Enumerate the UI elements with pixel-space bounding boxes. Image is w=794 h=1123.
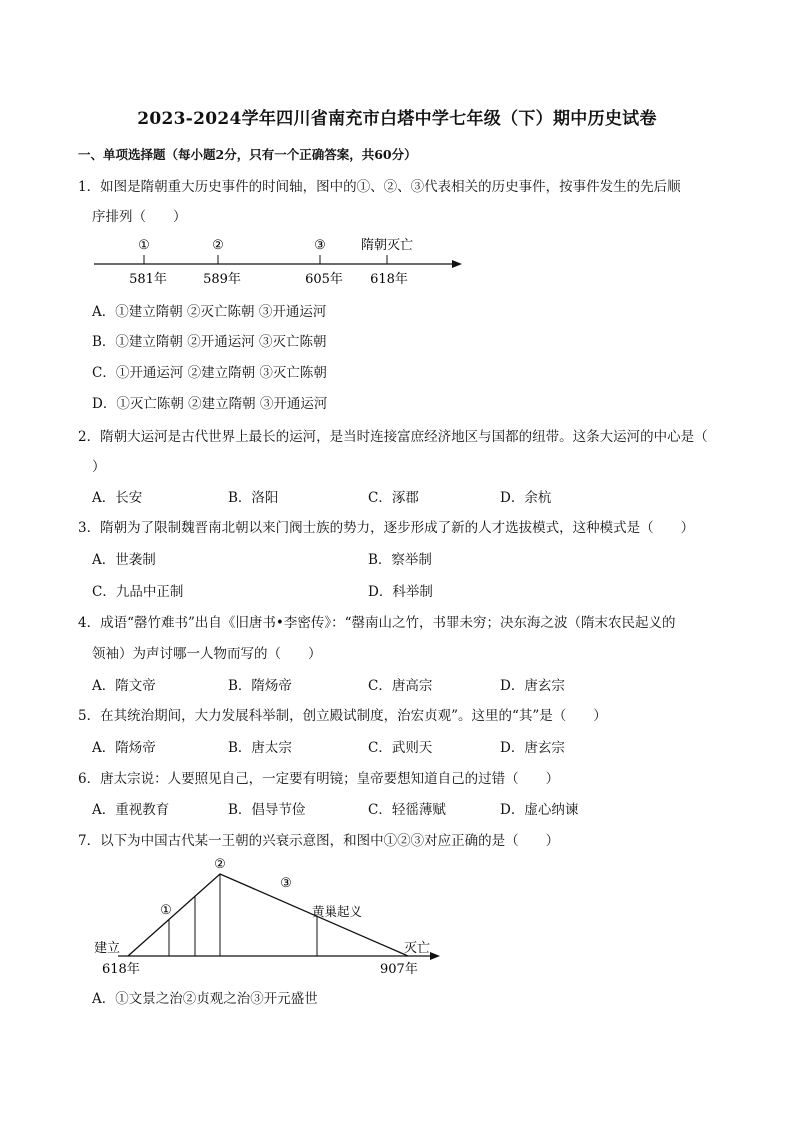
question-1-option-b[interactable]: B．①建立隋朝 ②开通运河 ③灭亡陈朝 <box>92 334 327 350</box>
diagram-mark-2: ② <box>214 857 226 872</box>
question-1-text-cont: 序排列（ ） <box>92 209 187 225</box>
question-4-option-d[interactable]: D．唐玄宗 <box>500 678 565 694</box>
question-4-text-cont: 领袖）为声讨哪一人物而写的（ ） <box>92 646 322 662</box>
question-5-option-d[interactable]: D．唐玄宗 <box>500 740 565 756</box>
question-1-option-d[interactable]: D．①灭亡陈朝 ②建立隋朝 ③开通运河 <box>92 396 328 412</box>
question-5-option-c[interactable]: C．武则天 <box>368 740 433 756</box>
question-6-option-c[interactable]: C．轻徭薄赋 <box>368 802 446 818</box>
question-3-option-d[interactable]: D．科举制 <box>368 584 433 600</box>
page-title: 2023-2024学年四川省南充市白塔中学七年级（下）期中历史试卷 <box>137 109 657 129</box>
timeline-year-3: 605年 <box>305 272 343 287</box>
timeline-year-2: 589年 <box>203 272 241 287</box>
timeline-diagram <box>90 234 470 290</box>
section-heading: 一、单项选择题（每小题2分，只有一个正确答案，共60分） <box>78 147 417 162</box>
question-1-option-c[interactable]: C．①开通运河 ②建立隋朝 ③灭亡陈朝 <box>92 365 327 381</box>
question-2-option-c[interactable]: C．涿郡 <box>368 490 419 506</box>
question-3-option-b[interactable]: B．察举制 <box>368 552 432 568</box>
diagram-arrow <box>430 952 440 960</box>
question-4-option-c[interactable]: C．唐高宗 <box>368 678 433 694</box>
question-7-option-a[interactable]: A．①文景之治②贞观之治③开元盛世 <box>92 991 318 1007</box>
timeline-year-4: 618年 <box>370 272 408 287</box>
question-5-option-a[interactable]: A．隋炀帝 <box>92 740 156 756</box>
diagram-end-label: 灭亡 <box>404 941 431 956</box>
question-7-text: 7．以下为中国古代某一王朝的兴衰示意图，和图中①②③对应正确的是（ ） <box>78 833 560 849</box>
diagram-start-year: 618年 <box>102 962 140 977</box>
diagram-end-year: 907年 <box>380 962 418 977</box>
question-1-text: 1．如图是隋朝重大历史事件的时间轴，图中的①、②、③代表相关的历史事件，按事件发生的先后顺 <box>78 179 681 195</box>
question-1-option-a[interactable]: A．①建立隋朝 ②灭亡陈朝 ③开通运河 <box>92 304 327 320</box>
question-2-text: 2．隋朝大运河是古代世界上最长的运河，是当时连接富庶经济地区与国都的纽带。这条大运河的中心是（ <box>78 429 708 445</box>
timeline-marker-2: ② <box>212 238 224 253</box>
timeline-arrow <box>452 260 462 268</box>
question-2-text-cont: ） <box>92 459 106 475</box>
question-6-option-d[interactable]: D．虚心纳谏 <box>500 802 579 818</box>
question-4-text: 4．成语“罄竹难书”出自《旧唐书•李密传》：“罄南山之竹，书罪未穷；决东海之波（隋末农民起义的 <box>78 615 676 631</box>
question-4-option-b[interactable]: B．隋炀帝 <box>228 678 292 694</box>
timeline-marker-1: ① <box>138 238 150 253</box>
question-5-option-b[interactable]: B．唐太宗 <box>228 740 292 756</box>
dynasty-rise-fall-diagram <box>90 852 450 980</box>
diagram-mark-3: ③ <box>280 876 292 891</box>
question-3-text: 3．隋朝为了限制魏晋南北朝以来门阀士族的势力，逐步形成了新的人才选拔模式，这种模式是（ ） <box>78 520 695 536</box>
question-3-option-a[interactable]: A．世袭制 <box>92 552 156 568</box>
question-2-option-d[interactable]: D．余杭 <box>500 490 552 506</box>
question-6-text: 6．唐太宗说：人要照见自己，一定要有明镜；皇帝要想知道自己的过错（ ） <box>78 771 560 787</box>
diagram-event-label: 黄巢起义 <box>312 904 363 919</box>
diagram-mark-1: ① <box>160 903 172 918</box>
timeline-year-1: 581年 <box>129 272 167 287</box>
timeline-marker-3: ③ <box>314 238 326 253</box>
diagram-start-label: 建立 <box>94 941 121 956</box>
question-6-option-b[interactable]: B．倡导节俭 <box>228 802 306 818</box>
question-4-option-a[interactable]: A．隋文帝 <box>92 678 156 694</box>
timeline-marker-4: 隋朝灭亡 <box>360 238 414 253</box>
question-6-option-a[interactable]: A．重视教育 <box>92 802 170 818</box>
question-5-text: 5．在其统治期间，大力发展科举制，创立殿试制度，治宏贞观”。这里的“其”是（ ） <box>78 708 607 724</box>
question-2-option-a[interactable]: A．长安 <box>92 490 143 506</box>
question-2-option-b[interactable]: B．洛阳 <box>228 490 279 506</box>
question-3-option-c[interactable]: C．九品中正制 <box>92 584 184 600</box>
